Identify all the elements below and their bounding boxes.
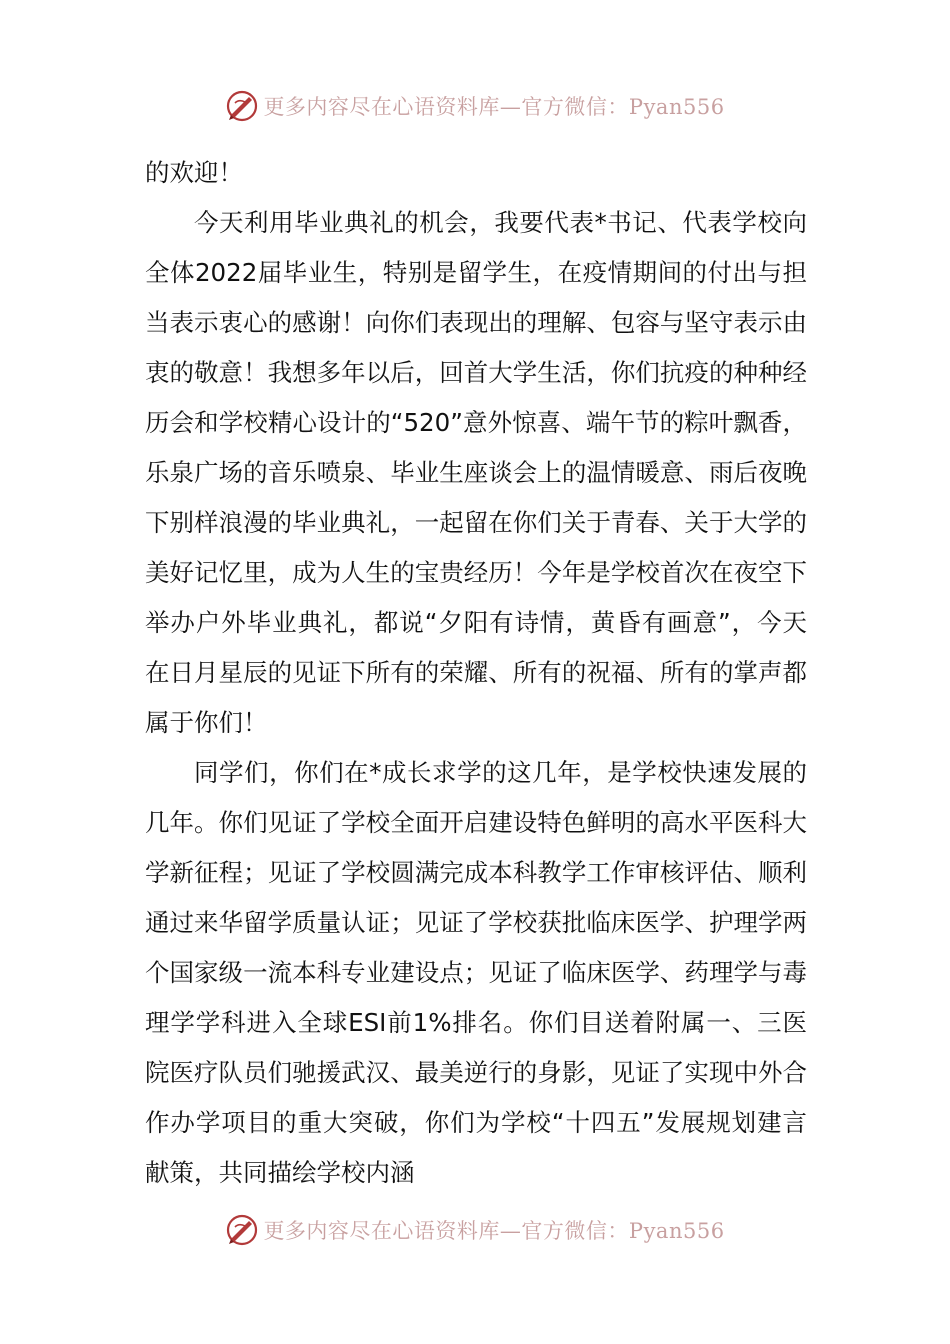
pen-logo-icon: [225, 89, 259, 123]
footer-banner-text: 更多内容尽在心语资料库—官方微信：Pyan556: [263, 1219, 725, 1243]
header-banner-text: 更多内容尽在心语资料库—官方微信：Pyan556: [263, 95, 725, 119]
pen-logo-icon: [225, 1213, 259, 1247]
paragraph-3: 同学们，你们在*成长求学的这几年，是学校快速发展的几年。你们见证了学校全面开启建设特色鲜明的高水平医科大学新征程；见证了学校圆满完成本科教学工作审核评估、顺利通过来华留学质量认证；见证了学校获批临床医学、护理学两个国家级一流本科专业建设点；见证了临床医学、药理学与毒理学学科进入全球ESI前1%排名。你们目送着附属一、三医院医疗队员们驰援武汉、最美逆行的身影，见证了实现中外合作办学项目的重大突破，你们为学校“十四五”发展规划建言献策，共同描绘学校内涵: [145, 758, 807, 1187]
document-body: [145, 148, 807, 1198]
paragraph-2: 今天利用毕业典礼的机会，我要代表*书记、代表学校向全体2022届毕业生，特别是留学生，在疫情期间的付出与担当表示衷心的感谢！向你们表现出的理解、包容与坚守表示由衷的敬意！我想多年以后，回首大学生活，你们抗疫的种种经历会和学校精心设计的“520”意外惊喜、端午节的粽叶飘香，乐泉广场的音乐喷泉、毕业生座谈会上的温情暖意、雨后夜晚下别样浪漫的毕业典礼，一起留在你们关于青春、关于大学的美好记忆里，成为人生的宝贵经历！今年是学校首次在夜空下举办户外毕业典礼，都说“夕阳有诗情，黄昏有画意”，今天在日月星辰的见证下所有的荣耀、所有的祝福、所有的掌声都属于你们！: [145, 208, 807, 737]
paragraph-1: 的欢迎！: [145, 158, 243, 187]
header-banner: [0, 88, 950, 124]
footer-banner: [0, 1212, 950, 1248]
